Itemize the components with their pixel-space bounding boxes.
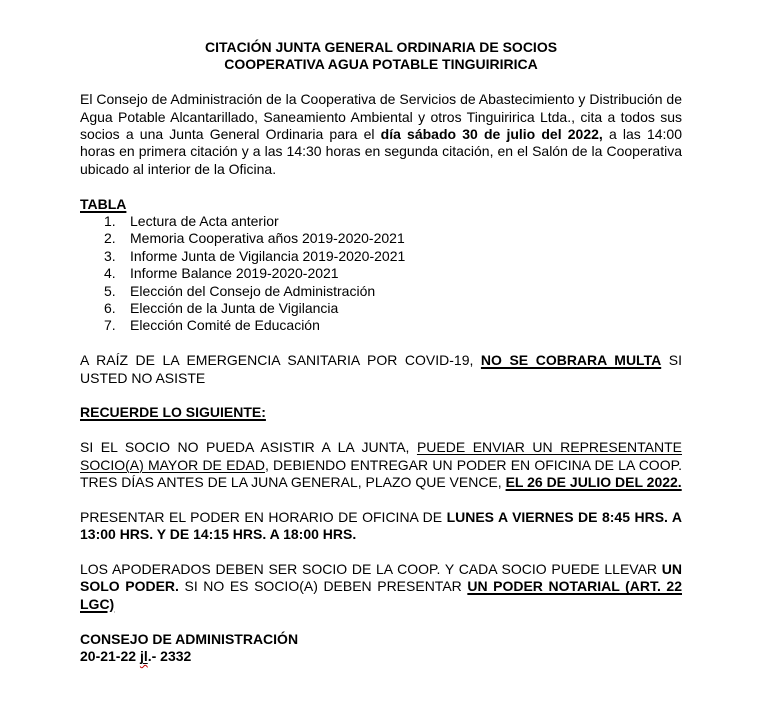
agenda-item-text: Informe Balance 2019-2020-2021	[130, 265, 339, 282]
agenda-item	[80, 248, 682, 265]
apoderados-text-start: LOS APODERADOS DEBEN SER SOCIO DE LA COOP. Y CADA SOCIO PUEDE LLEVAR	[80, 561, 662, 578]
agenda-item-text: Informe Junta de Vigilancia 2019-2020-2021	[130, 247, 406, 264]
covid-text-end: SI USTED NO ASISTE	[80, 352, 682, 386]
covid-text-start: A RAÍZ DE LA EMERGENCIA SANITARIA POR COVID-19,	[80, 352, 481, 369]
proxy-deadline-emphasis: EL 26 DE JULIO DEL 2022.	[505, 474, 682, 491]
agenda-item-text: Elección Comité de Educación	[130, 317, 320, 334]
signature-ref-end: .- 2332	[147, 648, 192, 665]
agenda-item-text: Elección de la Junta de Vigilancia	[130, 300, 339, 317]
proxy-text-start: SI EL SOCIO NO PUEDA ASISTIR A LA JUNTA,	[80, 439, 417, 456]
intro-paragraph	[80, 91, 682, 178]
agenda-heading: TABLA	[80, 195, 127, 212]
proxy-representative-emphasis: PUEDE ENVIAR UN REPRESENTANTE SOCIO(A) MAYOR DE EDAD	[80, 439, 682, 473]
hours-text-start: PRESENTAR EL PODER EN HORARIO DE OFICINA DE	[80, 508, 447, 525]
agenda-item-number: 5.	[104, 282, 116, 299]
document-title	[80, 39, 682, 74]
hours-schedule-bold: LUNES A VIERNES DE 8:45 HRS. A 13:00 HRS. Y DE 14:15 HRS. A 18:00 HRS.	[80, 508, 683, 543]
signature-ref-misspelled-word: jl	[139, 648, 148, 665]
agenda-item-number: 6.	[104, 300, 116, 317]
signature-council-line: CONSEJO DE ADMINISTRACIÓN	[80, 630, 299, 647]
agenda-item-number: 2.	[104, 230, 116, 247]
covid-no-fine-emphasis: NO SE COBRARA MULTA	[480, 352, 662, 369]
document-title-line1: CITACIÓN JUNTA GENERAL ORDINARIA DE SOCIOS	[204, 39, 558, 55]
agenda-item	[80, 300, 682, 317]
agenda-item-text: Elección del Consejo de Administración	[130, 282, 376, 299]
agenda-item	[80, 283, 682, 300]
signature-ref-start: 20-21-22	[80, 648, 140, 665]
agenda-item-text: Memoria Cooperativa años 2019-2020-2021	[130, 230, 405, 247]
reminder-heading: RECUERDE LO SIGUIENTE:	[80, 404, 266, 421]
covid-paragraph	[80, 352, 682, 387]
reminder-heading-paragraph	[80, 404, 682, 421]
document-title-line2: COOPERATIVA AGUA POTABLE TINGUIRIRICA	[224, 56, 538, 73]
intro-date-bold: día sábado 30 de julio del 2022,	[380, 126, 603, 143]
agenda-section	[80, 196, 682, 335]
agenda-item	[80, 265, 682, 282]
proxy-paragraph	[80, 439, 682, 491]
agenda-item	[80, 317, 682, 334]
agenda-item-number: 4.	[104, 265, 116, 282]
proxy-text-middle: , DEBIENDO ENTREGAR UN PODER EN OFICINA DE LA COOP. TRES DÍAS ANTES DE LA JUNA GENERAL, PLAZO QUE VENCE,	[80, 456, 683, 491]
apoderados-single-power-bold: UN SOLO PODER.	[80, 561, 682, 595]
agenda-item	[80, 213, 682, 230]
agenda-item	[80, 230, 682, 247]
signature-block	[80, 631, 682, 666]
agenda-item-number: 1.	[104, 213, 116, 230]
signature-reference-line	[80, 648, 682, 665]
apoderados-notarial-emphasis: UN PODER NOTARIAL (ART. 22 LGC)	[80, 578, 682, 612]
apoderados-paragraph	[80, 561, 682, 613]
agenda-list	[80, 213, 682, 335]
office-hours-paragraph	[80, 509, 682, 544]
intro-text-start: El Consejo de Administración de la Cooperativa de Servicios de Abastecimiento y Distribución de Agua Potable Alcantarillado, Saneamiento Ambiental y otros Tinguiririca Ltda., cita a todos sus socios a una Junta General Ordinaria para el	[80, 91, 682, 143]
apoderados-text-middle: SI NO ES SOCIO(A) DEBEN PRESENTAR	[178, 578, 468, 595]
intro-text-end: a las 14:00 horas en primera citación y a las 14:30 horas en segunda citación, en el Salón de la Cooperativa ubicado al interior de la Oficina.	[80, 126, 682, 177]
agenda-item-number: 7.	[104, 317, 116, 334]
agenda-item-text: Lectura de Acta anterior	[130, 213, 279, 230]
agenda-item-number: 3.	[104, 247, 116, 264]
